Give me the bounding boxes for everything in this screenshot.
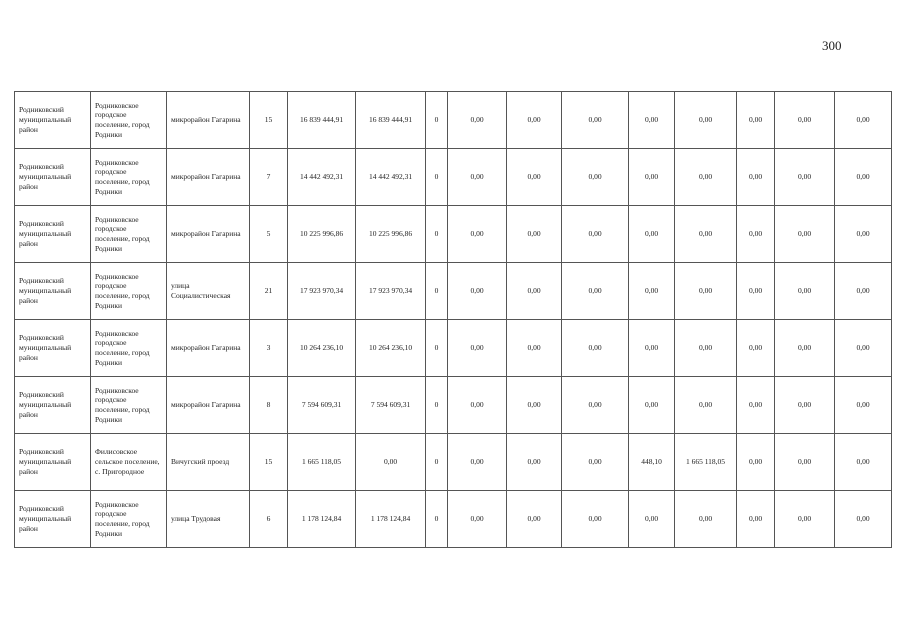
cell-cost-col-10: 0,00 xyxy=(775,320,835,377)
cell-cost-col-3: 0 xyxy=(426,206,448,263)
cell-cost-col-3: 0 xyxy=(426,92,448,149)
cell-cost-col-5: 0,00 xyxy=(507,491,562,548)
cell-cost-col-11: 0,00 xyxy=(835,491,892,548)
cell-area: 0,00 xyxy=(629,149,675,206)
cell-cost-col-2: 16 839 444,91 xyxy=(356,92,426,149)
cell-total-cost: 7 594 609,31 xyxy=(288,377,356,434)
cell-cost-col-10: 0,00 xyxy=(775,377,835,434)
cell-cost-col-3: 0 xyxy=(426,320,448,377)
cell-cost-col-9: 0,00 xyxy=(737,206,775,263)
data-table xyxy=(14,91,892,548)
cell-street: микрорайон Гагарина xyxy=(167,149,250,206)
cell-district: Родниковский муниципальный район xyxy=(15,149,91,206)
page-number: 300 xyxy=(822,38,842,53)
cell-district: Родниковский муниципальный район xyxy=(15,206,91,263)
cell-street: Вичугский проезд xyxy=(167,434,250,491)
cell-district: Родниковский муниципальный район xyxy=(15,377,91,434)
cell-district: Родниковский муниципальный район xyxy=(15,92,91,149)
cell-cost-col-8: 0,00 xyxy=(675,206,737,263)
cell-street: микрорайон Гагарина xyxy=(167,320,250,377)
table-row xyxy=(15,263,892,320)
cell-cost-col-6: 0,00 xyxy=(562,149,629,206)
cell-cost-col-5: 0,00 xyxy=(507,320,562,377)
cell-cost-col-8: 1 665 118,05 xyxy=(675,434,737,491)
cell-total-cost: 10 264 236,10 xyxy=(288,320,356,377)
cell-cost-col-11: 0,00 xyxy=(835,434,892,491)
cell-area: 0,00 xyxy=(629,491,675,548)
cell-street: микрорайон Гагарина xyxy=(167,377,250,434)
table-body xyxy=(15,92,892,548)
cell-district: Родниковский муниципальный район xyxy=(15,434,91,491)
table-row xyxy=(15,434,892,491)
cell-cost-col-2: 17 923 970,34 xyxy=(356,263,426,320)
cell-cost-col-6: 0,00 xyxy=(562,320,629,377)
cell-cost-col-6: 0,00 xyxy=(562,491,629,548)
cell-cost-col-5: 0,00 xyxy=(507,434,562,491)
table-row xyxy=(15,92,892,149)
cell-cost-col-3: 0 xyxy=(426,434,448,491)
cell-district: Родниковский муниципальный район xyxy=(15,491,91,548)
cell-settlement: Родниковское городское поселение, город Родники xyxy=(91,491,167,548)
cell-total-cost: 1 665 118,05 xyxy=(288,434,356,491)
cell-cost-col-10: 0,00 xyxy=(775,434,835,491)
cell-cost-col-4: 0,00 xyxy=(448,206,507,263)
cell-count: 15 xyxy=(250,434,288,491)
cell-cost-col-2: 1 178 124,84 xyxy=(356,491,426,548)
cell-cost-col-9: 0,00 xyxy=(737,92,775,149)
cell-count: 6 xyxy=(250,491,288,548)
cell-area: 0,00 xyxy=(629,377,675,434)
cell-cost-col-9: 0,00 xyxy=(737,263,775,320)
cell-cost-col-6: 0,00 xyxy=(562,434,629,491)
cell-cost-col-5: 0,00 xyxy=(507,92,562,149)
cell-cost-col-8: 0,00 xyxy=(675,263,737,320)
cell-total-cost: 16 839 444,91 xyxy=(288,92,356,149)
cell-count: 5 xyxy=(250,206,288,263)
cell-street: улица Социалистическая xyxy=(167,263,250,320)
cell-cost-col-8: 0,00 xyxy=(675,320,737,377)
cell-cost-col-9: 0,00 xyxy=(737,434,775,491)
cell-cost-col-2: 10 264 236,10 xyxy=(356,320,426,377)
cell-settlement: Родниковское городское поселение, город Родники xyxy=(91,92,167,149)
cell-cost-col-11: 0,00 xyxy=(835,206,892,263)
cell-cost-col-10: 0,00 xyxy=(775,92,835,149)
cell-settlement: Филисовское сельское поселение, с. Пригородное xyxy=(91,434,167,491)
cell-cost-col-8: 0,00 xyxy=(675,491,737,548)
cell-cost-col-5: 0,00 xyxy=(507,377,562,434)
cell-area: 0,00 xyxy=(629,206,675,263)
cell-cost-col-6: 0,00 xyxy=(562,263,629,320)
cell-area: 0,00 xyxy=(629,92,675,149)
cell-cost-col-10: 0,00 xyxy=(775,149,835,206)
cell-settlement: Родниковское городское поселение, город Родники xyxy=(91,206,167,263)
cell-cost-col-9: 0,00 xyxy=(737,491,775,548)
cell-cost-col-2: 7 594 609,31 xyxy=(356,377,426,434)
cell-cost-col-10: 0,00 xyxy=(775,263,835,320)
cell-district: Родниковский муниципальный район xyxy=(15,263,91,320)
cell-cost-col-4: 0,00 xyxy=(448,92,507,149)
cell-settlement: Родниковское городское поселение, город Родники xyxy=(91,377,167,434)
cell-settlement: Родниковское городское поселение, город Родники xyxy=(91,149,167,206)
cell-cost-col-8: 0,00 xyxy=(675,149,737,206)
cell-cost-col-4: 0,00 xyxy=(448,377,507,434)
cell-cost-col-6: 0,00 xyxy=(562,92,629,149)
cell-cost-col-4: 0,00 xyxy=(448,263,507,320)
cell-street: улица Трудовая xyxy=(167,491,250,548)
cell-cost-col-11: 0,00 xyxy=(835,320,892,377)
cell-cost-col-5: 0,00 xyxy=(507,206,562,263)
cell-cost-col-4: 0,00 xyxy=(448,434,507,491)
cell-cost-col-3: 0 xyxy=(426,491,448,548)
cell-cost-col-10: 0,00 xyxy=(775,491,835,548)
cell-cost-col-10: 0,00 xyxy=(775,206,835,263)
table-row xyxy=(15,491,892,548)
cell-area: 448,10 xyxy=(629,434,675,491)
cell-cost-col-9: 0,00 xyxy=(737,377,775,434)
cell-cost-col-6: 0,00 xyxy=(562,206,629,263)
cell-count: 15 xyxy=(250,92,288,149)
cell-count: 7 xyxy=(250,149,288,206)
cell-settlement: Родниковское городское поселение, город Родники xyxy=(91,320,167,377)
cell-street: микрорайон Гагарина xyxy=(167,206,250,263)
cell-cost-col-3: 0 xyxy=(426,263,448,320)
cell-cost-col-11: 0,00 xyxy=(835,92,892,149)
cell-total-cost: 14 442 492,31 xyxy=(288,149,356,206)
cell-cost-col-4: 0,00 xyxy=(448,149,507,206)
cell-count: 3 xyxy=(250,320,288,377)
cell-cost-col-8: 0,00 xyxy=(675,92,737,149)
cell-count: 21 xyxy=(250,263,288,320)
cell-total-cost: 10 225 996,86 xyxy=(288,206,356,263)
cell-cost-col-4: 0,00 xyxy=(448,320,507,377)
table-row xyxy=(15,320,892,377)
cell-cost-col-2: 14 442 492,31 xyxy=(356,149,426,206)
cell-district: Родниковский муниципальный район xyxy=(15,320,91,377)
table-row xyxy=(15,206,892,263)
cell-cost-col-2: 0,00 xyxy=(356,434,426,491)
cell-cost-col-11: 0,00 xyxy=(835,263,892,320)
cell-total-cost: 17 923 970,34 xyxy=(288,263,356,320)
cell-cost-col-11: 0,00 xyxy=(835,149,892,206)
cell-area: 0,00 xyxy=(629,320,675,377)
cell-cost-col-3: 0 xyxy=(426,377,448,434)
cell-cost-col-2: 10 225 996,86 xyxy=(356,206,426,263)
table-row xyxy=(15,377,892,434)
cell-cost-col-5: 0,00 xyxy=(507,263,562,320)
cell-cost-col-4: 0,00 xyxy=(448,491,507,548)
cell-cost-col-3: 0 xyxy=(426,149,448,206)
cell-cost-col-5: 0,00 xyxy=(507,149,562,206)
cell-street: микрорайон Гагарина xyxy=(167,92,250,149)
cell-cost-col-9: 0,00 xyxy=(737,320,775,377)
cell-area: 0,00 xyxy=(629,263,675,320)
cell-cost-col-9: 0,00 xyxy=(737,149,775,206)
cell-count: 8 xyxy=(250,377,288,434)
cell-total-cost: 1 178 124,84 xyxy=(288,491,356,548)
table-row xyxy=(15,149,892,206)
cell-cost-col-11: 0,00 xyxy=(835,377,892,434)
cell-cost-col-6: 0,00 xyxy=(562,377,629,434)
cell-cost-col-8: 0,00 xyxy=(675,377,737,434)
cell-settlement: Родниковское городское поселение, город Родники xyxy=(91,263,167,320)
